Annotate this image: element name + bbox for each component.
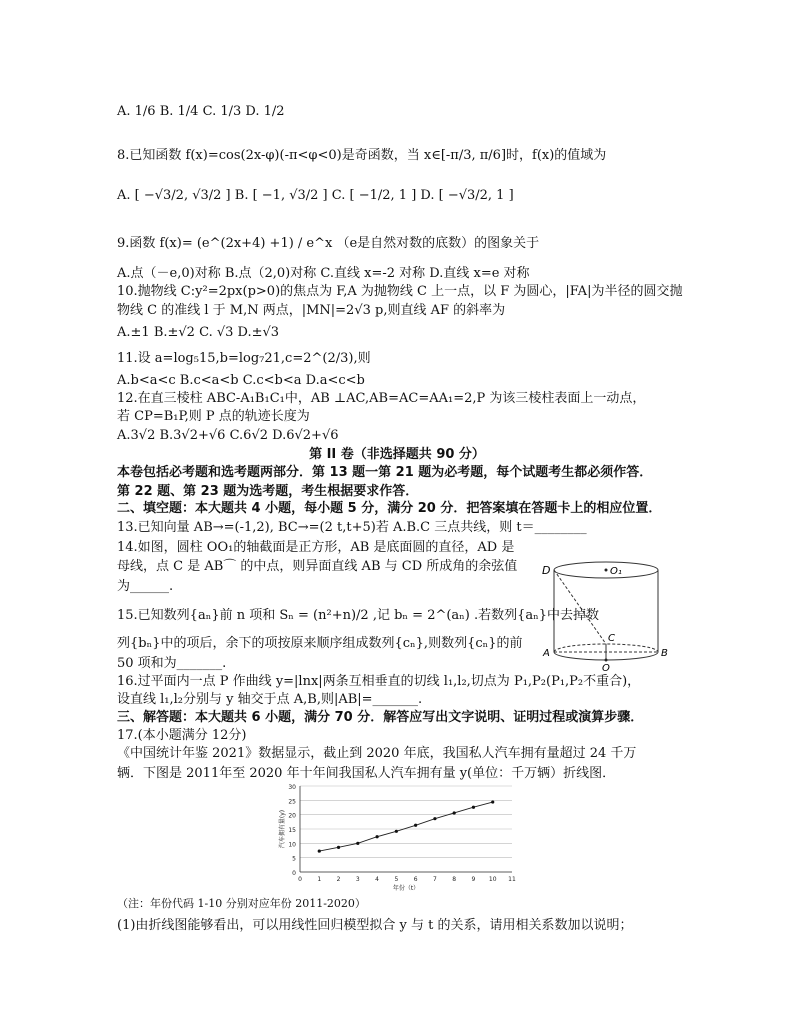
q14-line-2: 母线，点 C 是 AB⌒ 的中点，则异面直线 AB 与 CD 所成角的余弦值 (117, 559, 518, 574)
q13: 13.已知向量 AB→=(-1,2), BC→=(2 t,t+5)若 A.B.C 三点共线，则 t＝________ (117, 520, 587, 535)
q11-stem: 11.设 a=log₅15,b=log₇21,c=2^(2/3),则 (117, 351, 371, 366)
x-tick-label: 10 (488, 876, 497, 883)
q8-stem: 8.已知函数 f(x)=cos(2x-φ)(-π<φ<0)是奇函数，当 x∈[-π/3, π/6]时，f(x)的值域为 (117, 148, 607, 163)
data-point (414, 824, 417, 827)
x-tick-label: 8 (452, 876, 457, 883)
x-tick-label: 0 (298, 876, 302, 883)
data-point (395, 830, 398, 833)
y-tick-label: 5 (292, 855, 296, 863)
data-point (337, 846, 340, 849)
car-ownership-line-chart (276, 780, 522, 892)
q9-stem: 9.函数 f(x)= (e^(2x+4) +1) / e^x （e是自然对数的底数）的图象关于 (117, 236, 540, 251)
q17-part1: (1)由折线图能够看出，可以用线性回归模型拟合 y 与 t 的关系，请用相关系数加以说明； (117, 918, 633, 933)
x-tick-label: 11 (508, 876, 516, 883)
data-point (375, 835, 378, 838)
cylinder-figure (540, 552, 672, 672)
figure-label-o: O (602, 663, 610, 672)
q10-stem-2: 物线 C 的准线 l 于 M,N 两点，|MN|=2√3 p,则直线 AF 的斜率为 (117, 303, 506, 318)
y-tick-label: 10 (288, 841, 296, 849)
part2-title: 第 II 卷（非选择题共 90 分） (309, 447, 485, 462)
figure-label-o1: O₁ (610, 566, 622, 577)
q12-stem-1: 12.在直三棱柱 ABC-A₁B₁C₁中，AB ⊥AC,AB=AC=AA₁=2,P 为该三棱柱表面上一动点， (117, 391, 646, 406)
y-tick-label: 30 (288, 784, 296, 791)
part2-desc-1: 本卷包括必考题和选考题两部分．第 13 题一第 21 题为必考题，每个试题考生都必须作答． (117, 465, 653, 480)
q10-stem-1: 10.抛物线 C:y²=2px(p>0)的焦点为 F,A 为抛物线 C 上一点，以 F 为圆心，|FA|为半径的圆交抛 (117, 284, 683, 299)
data-point (433, 817, 436, 820)
figure-label-b: B (661, 648, 668, 659)
x-tick-label: 5 (394, 876, 399, 883)
x-axis-label: 年份（t） (392, 885, 420, 892)
chart-note: （注：年份代码 1-10 分别对应年份 2011-2020） (117, 897, 366, 910)
x-tick-label: 9 (471, 876, 476, 883)
q16-line-1: 16.过平面内一点 P 作曲线 y=|lnx|两条互相垂直的切线 l₁,l₂,切点为 P₁,P₂(P₁,P₂不重合)， (117, 674, 641, 689)
q11-options: A.b<a<c B.c<a<b C.c<b<a D.a<c<b (117, 373, 365, 388)
q10-options: A.±1 B.±√2 C. √3 D.±√3 (117, 325, 280, 340)
x-tick-label: 3 (355, 876, 360, 883)
part2-desc-2: 第 22 题、第 23 题为选考题，考生根据要求作答． (117, 484, 419, 499)
data-point (491, 800, 494, 803)
y-tick-label: 25 (288, 798, 296, 806)
y-tick-label: 0 (292, 870, 296, 877)
data-point (472, 806, 475, 809)
y-tick-label: 20 (288, 812, 296, 820)
x-tick-label: 6 (413, 876, 418, 883)
q15-line-1: 15.已知数列{aₙ}前 n 项和 Sₙ = (n²+n)/2 ,记 bₙ = 2^(aₙ) .若数列{aₙ}中去掉数 (117, 608, 600, 623)
data-point (453, 811, 456, 814)
q8-options: A. [ −√3/2, √3/2 ] B. [ −1, √3/2 ] C. [ −1/2, 1 ] D. [ −√3/2, 1 ] (117, 188, 514, 203)
q15-line-3: 50 项和为_______. (117, 656, 227, 671)
y-tick-label: 15 (288, 827, 296, 834)
y-axis-label: 汽车拥有量(y) (279, 809, 286, 849)
x-tick-label: 1 (317, 876, 322, 883)
q14-line-3: 为______. (117, 579, 174, 594)
figure-label-a: A (543, 648, 550, 659)
q17-line-1: 《中国统计年鉴 2021》数据显示，截止到 2020 年底，我国私人汽车拥有量超过 24 千万 (117, 746, 637, 761)
q12-options: A.3√2 B.3√2+√6 C.6√2 D.6√2+√6 (117, 428, 339, 443)
q9-options: A.点（－e,0)对称 B.点（2,0)对称 C.直线 x=-2 对称 D.直线 x=e 对称 (117, 266, 530, 281)
figure-label-d: D (542, 564, 551, 577)
section2-heading: 二、填空题：本大题共 4 小题，每小题 5 分，满分 20 分．把答案填在答题卡上的相应位置． (117, 501, 662, 516)
x-tick-label: 2 (336, 876, 341, 883)
figure-label-c: C (608, 633, 615, 644)
q16-line-2: 设直线 l₁,l₂分别与 y 轴交于点 A,B,则|AB|=_______. (117, 692, 423, 707)
x-tick-label: 7 (432, 876, 437, 883)
data-point (356, 842, 359, 845)
q14-line-1: 14.如图，圆柱 OO₁的轴截面是正方形，AB 是底面圆的直径，AD 是 (117, 540, 515, 555)
q7-options: A. 1/6 B. 1/4 C. 1/3 D. 1/2 (117, 104, 285, 119)
x-tick-label: 4 (375, 876, 380, 883)
series-line (319, 802, 492, 851)
q17-line-2: 辆．下图是 2011年至 2020 年十年间我国私人汽车拥有量 y(单位：千万辆）折线图． (117, 766, 616, 781)
data-point (318, 849, 321, 852)
q17-heading: 17.(本小题满分 12分) (117, 728, 247, 743)
q15-line-2: 列{bₙ}中的项后，余下的项按原来顺序组成数列{cₙ},则数列{cₙ}的前 (117, 636, 523, 651)
section3-heading: 三、解答题：本大题共 6 小题，满分 70 分．解答应写出文字说明、证明过程或演算步骤． (117, 710, 644, 725)
q12-stem-2: 若 CP=B₁P,则 P 点的轨迹长度为 (117, 409, 310, 424)
